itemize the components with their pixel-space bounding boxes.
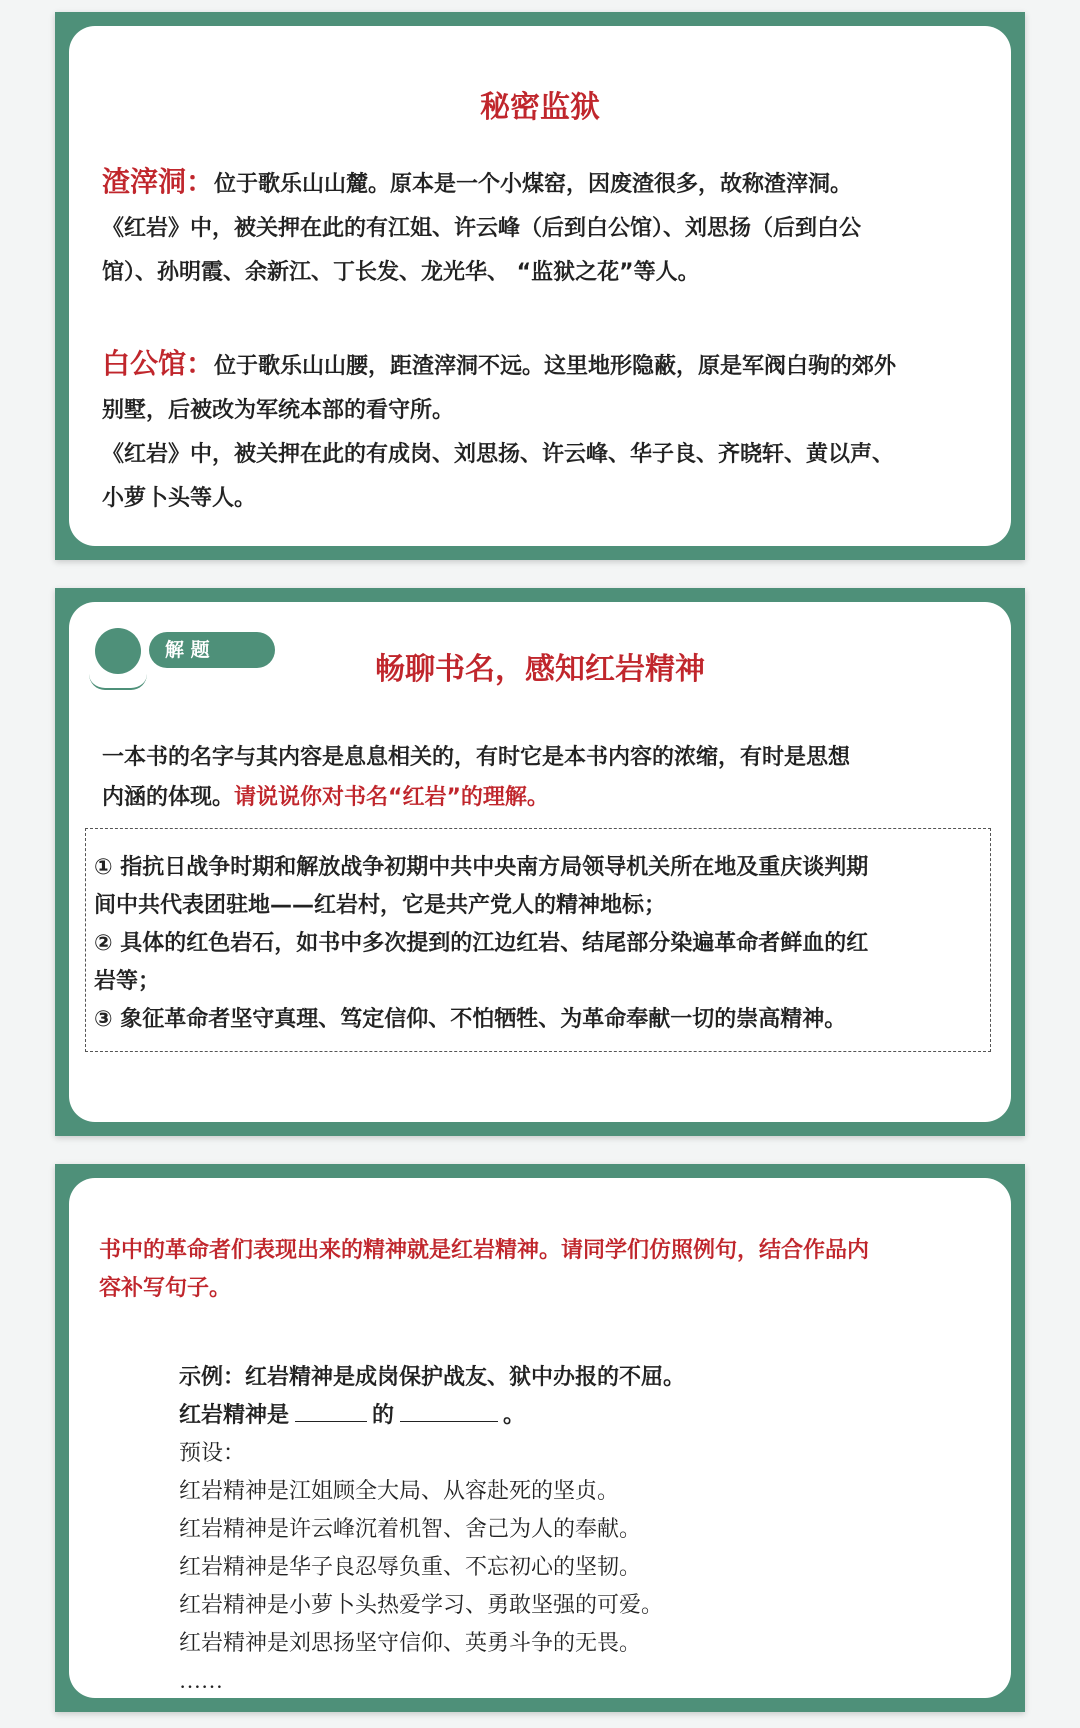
slide-title: 秘密监狱 <box>480 90 600 125</box>
template-part-c: 。 <box>503 1402 526 1427</box>
prompt-line-1: 书中的革命者们表现出来的精神就是红岩精神。请同学们仿照例句，结合作品内 <box>99 1238 870 1263</box>
zhazidong-text-3: 馆）、孙明霞、余新江、丁长发、龙光华、 “监狱之花”等人。 <box>102 260 700 285</box>
answer-line: 间中共代表团驻地——红岩村，它是共产党人的精神地标； <box>94 893 667 918</box>
answer-line: ③ 象征革命者坚守真理、笃定信仰、不怕牺牲、为革命奉献一切的崇高精神。 <box>94 1007 847 1032</box>
zhazidong-text-2: 《红岩》中，被关押在此的有江姐、许云峰（后到白公馆）、刘思扬（后到白公 <box>102 216 862 241</box>
preset-label: 预设： <box>179 1440 246 1465</box>
answer-box <box>85 828 991 1052</box>
answer-line: ① 指抗日战争时期和解放战争初期中共中央南方局领导机关所在地及重庆谈判期 <box>94 855 869 880</box>
intro-line-2: 内涵的体现。 <box>102 785 235 810</box>
example-sentence: 示例：红岩精神是成岗保护战友、狱中办报的不屈。 <box>179 1364 686 1389</box>
fill-template <box>179 1396 959 1434</box>
baigongguan-section <box>102 342 982 521</box>
intro-line-1: 一本书的名字与其内容是息息相关的，有时它是本书内容的浓缩，有时是思想 <box>102 745 851 770</box>
section-tag: 解 题 <box>149 632 275 668</box>
answer-line: 岩等； <box>94 969 161 994</box>
blank-2 <box>400 1401 498 1422</box>
slide-card <box>69 26 1011 546</box>
slide-title-interpretation <box>55 588 1025 1136</box>
preset-item: 红岩精神是华子良忍辱负重、不忘初心的坚韧。 <box>179 1554 642 1579</box>
baigongguan-text-1: 位于歌乐山山腰，距渣滓洞不远。这里地形隐蔽，原是军阀白驹的郊外 <box>214 354 897 379</box>
intro-text <box>102 738 982 818</box>
preset-item: 红岩精神是刘思扬坚守信仰、英勇斗争的无畏。 <box>179 1630 642 1655</box>
template-part-b: 的 <box>372 1402 395 1427</box>
prompt-line-2: 容补写句子。 <box>99 1276 232 1301</box>
slide-card <box>69 1178 1011 1698</box>
baigongguan-term: 白公馆： <box>102 347 215 380</box>
slide-secret-prisons <box>55 12 1025 560</box>
blank-1 <box>295 1401 367 1422</box>
example-block <box>179 1358 959 1698</box>
baigongguan-text-2: 别墅，后被改为军统本部的看守所。 <box>102 398 455 423</box>
zhazidong-text-1: 位于歌乐山山麓。原本是一个小煤窑，因废渣很多，故称渣滓洞。 <box>214 172 853 197</box>
baigongguan-text-3: 《红岩》中，被关押在此的有成岗、刘思扬、许云峰、华子良、齐晓轩、黄以声、 <box>102 442 895 467</box>
zhazidong-term: 渣滓洞： <box>102 165 215 198</box>
exercise-prompt <box>99 1232 999 1308</box>
zhazidong-section <box>102 160 982 295</box>
slide-hongyan-spirit <box>55 1164 1025 1712</box>
preset-item: 红岩精神是许云峰沉着机智、舍己为人的奉献。 <box>179 1516 642 1541</box>
baigongguan-text-4: 小萝卜头等人。 <box>102 486 257 511</box>
preset-item: 红岩精神是小萝卜头热爱学习、勇敢坚强的可爱。 <box>179 1592 664 1617</box>
intro-question: 请说说你对书名“红岩”的理解。 <box>234 785 549 810</box>
slide-card <box>69 602 1011 1122</box>
ellipsis: …… <box>179 1668 223 1693</box>
preset-item: 红岩精神是江姐顾全大局、从容赴死的坚贞。 <box>179 1478 620 1503</box>
slide-title: 畅聊书名，感知红岩精神 <box>375 652 705 687</box>
template-part-a: 红岩精神是 <box>179 1402 290 1427</box>
answer-line: ② 具体的红色岩石，如书中多次提到的江边红岩、结尾部分染遍革命者鲜血的红 <box>94 931 869 956</box>
